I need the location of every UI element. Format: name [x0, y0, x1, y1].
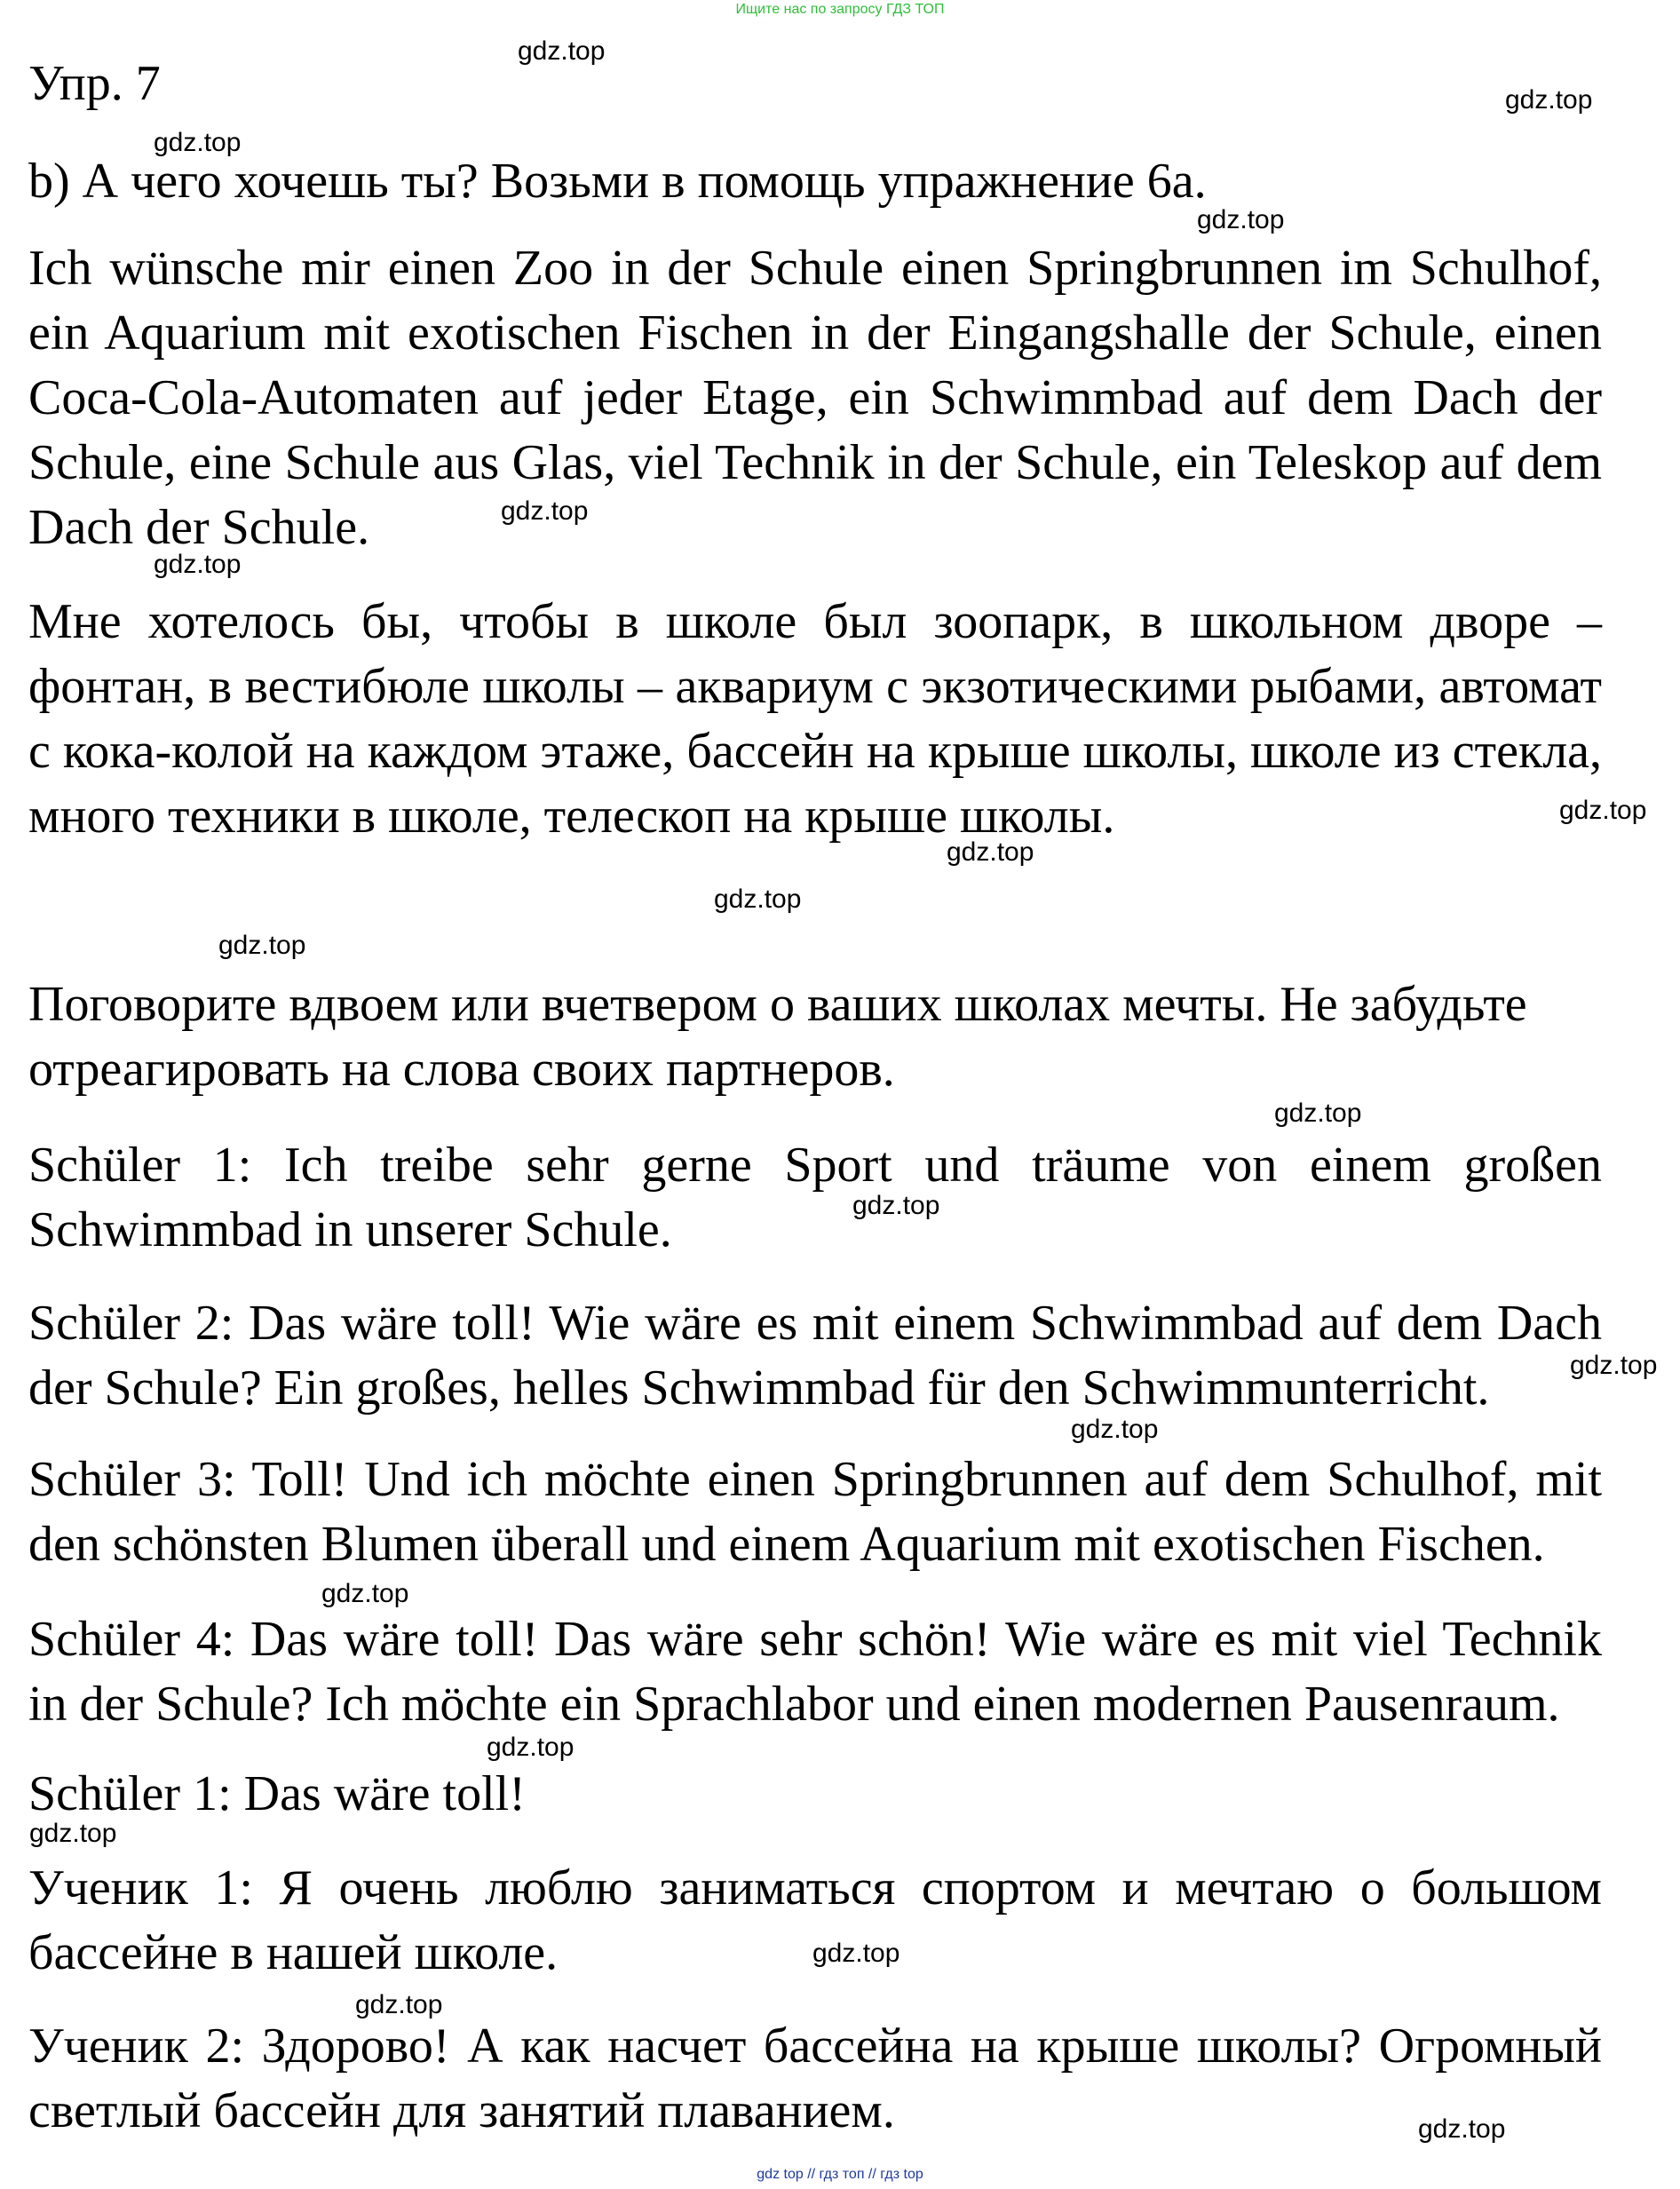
- dialogue-line-schueler-4: Schüler 4: Das wäre toll! Das wäre sehr schön! Wie wäre es mit viel Technik in der Schule? Ich möchte ein Sprachlabor und einen modernen Pausenraum.: [28, 1612, 1602, 1732]
- watermark: gdz.top: [852, 1191, 940, 1220]
- watermark: gdz.top: [714, 884, 802, 914]
- dialogue-line-uchenik-2: Ученик 2: Здорово! А как насчет бассейна на крыше школы? Огромный светлый бассейн для занятий плаванием.: [28, 2018, 1602, 2138]
- watermark: gdz.top: [1505, 85, 1593, 115]
- watermark: gdz.top: [1570, 1351, 1658, 1380]
- dialogue-task-prompt: Поговорите вдвоем или вчетвером о ваших школах мечты. Не забудьте отреагировать на слова своих партнеров.: [28, 977, 1527, 1097]
- bottom-banner[interactable]: gdz top // гдз топ // гдз top: [757, 2167, 923, 2182]
- watermark: gdz.top: [1071, 1415, 1159, 1444]
- task-prompt: b) А чего хочешь ты? Возьми в помощь упражнение 6а.: [28, 154, 1207, 209]
- dialogue-line-schueler-1: Schüler 1: Ich treibe sehr gerne Sport und träume von einem großen Schwimmbad in unserer Schule.: [28, 1138, 1602, 1257]
- watermark: gdz.top: [812, 1939, 900, 1968]
- dialogue-line-schueler-1-reply: Schüler 1: Das wäre toll!: [28, 1766, 526, 1821]
- watermark: gdz.top: [518, 36, 606, 66]
- watermark: gdz.top: [1418, 2114, 1506, 2144]
- watermark: gdz.top: [355, 1990, 443, 2019]
- dialogue-line-schueler-3: Schüler 3: Toll! Und ich möchte einen Springbrunnen auf dem Schulhof, mit den schönsten Blumen überall und einem Aquarium mit exotischen Fischen.: [28, 1452, 1602, 1572]
- dialogue-line-uchenik-1: Ученик 1: Я очень люблю заниматься спортом и мечтаю о большом бассейне в нашей школе.: [28, 1860, 1602, 1980]
- watermark: gdz.top: [947, 837, 1034, 867]
- watermark: gdz.top: [501, 496, 589, 526]
- watermark: gdz.top: [29, 1819, 117, 1848]
- watermark: gdz.top: [1274, 1098, 1362, 1128]
- russian-translation: Мне хотелось бы, чтобы в школе был зоопарк, в школьном дворе – фонтан, в вестибюле школы – аквариум с экзотическими рыбами, автомат с кока-колой на каждом этаже, бассейн на крыше школы, школе из стекла, много техники в школе, телескоп на крыше школы.: [28, 594, 1602, 844]
- watermark: gdz.top: [487, 1733, 575, 1762]
- watermark: gdz.top: [321, 1579, 409, 1608]
- watermark: gdz.top: [154, 128, 242, 157]
- top-banner[interactable]: Ищите нас по запросу ГДЗ ТОП: [735, 2, 945, 17]
- exercise-title: Упр. 7: [28, 56, 161, 111]
- german-answer: Ich wünsche mir einen Zoo in der Schule einen Springbrunnen im Schulhof, ein Aquarium mit exotischen Fischen in der Eingangshalle der Schule, einen Coca-Cola-Automaten auf jeder Etage, ein Schwimmbad auf dem Dach der Schule, eine Schule aus Glas, viel Technik in der Schule, ein Teleskop auf dem Dach der Schule.: [28, 241, 1602, 555]
- watermark: gdz.top: [1197, 205, 1285, 234]
- watermark: gdz.top: [218, 931, 306, 960]
- watermark: gdz.top: [154, 550, 242, 579]
- watermark: gdz.top: [1559, 796, 1647, 825]
- dialogue-line-schueler-2: Schüler 2: Das wäre toll! Wie wäre es mit einem Schwimmbad auf dem Dach der Schule? Ein großes, helles Schwimmbad für den Schwimmunterricht.: [28, 1296, 1602, 1416]
